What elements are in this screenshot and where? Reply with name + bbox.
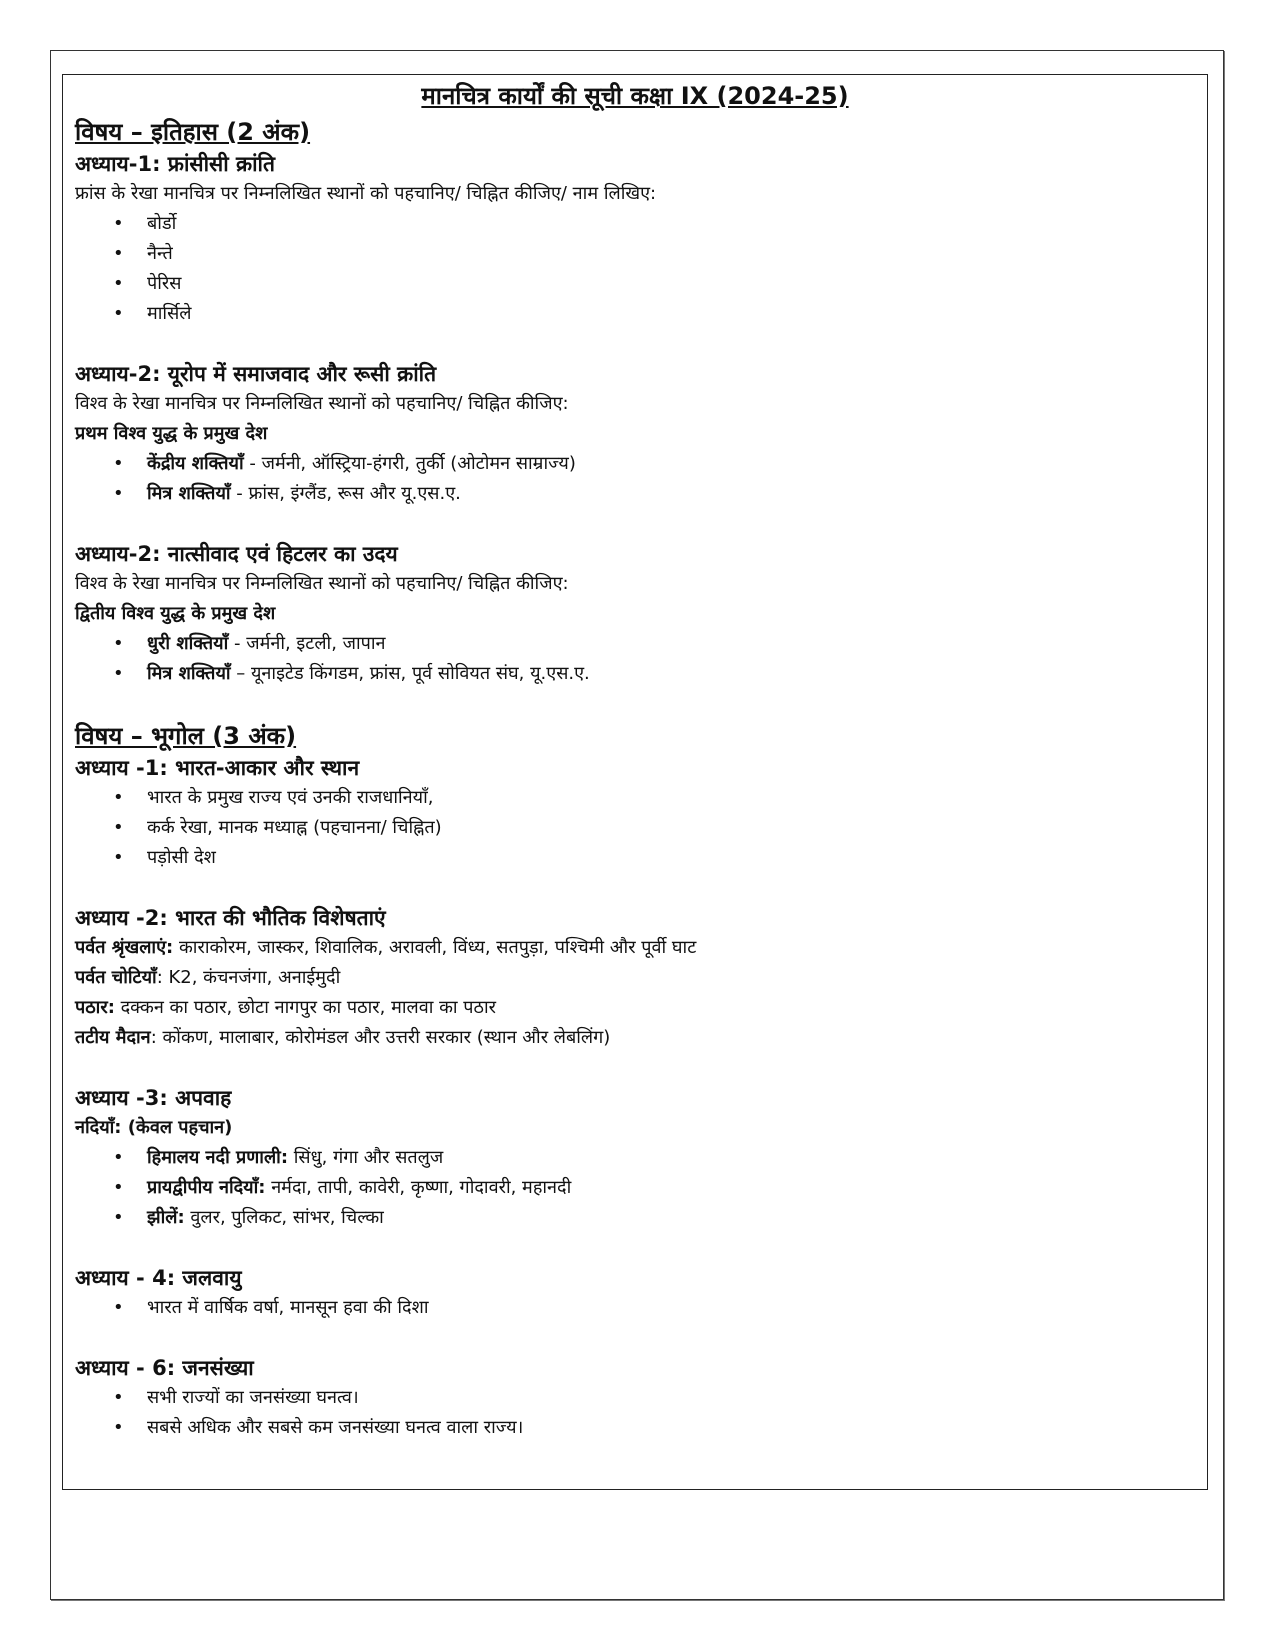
list-item — [147, 479, 1195, 509]
geography-ch4-list — [75, 1293, 1195, 1323]
item-text: - जर्मनी, ऑस्ट्रिया-हंगरी, तुर्की (ओटोमन साम्राज्य) — [243, 453, 576, 474]
history-ch3-intro: विश्व के रेखा मानचित्र पर निम्नलिखित स्थानों को पहचानिए/ चिह्नित कीजिए: — [75, 573, 569, 594]
history-ch3-sub: द्वितीय विश्व युद्ध के प्रमुख देश — [75, 603, 276, 624]
feature-line — [75, 993, 1195, 1023]
list-item: • बोर्डो — [147, 209, 1195, 239]
item-text: वुलर, पुलिकट, सांभर, चिल्का — [184, 1207, 384, 1228]
list-item: • पड़ोसी देश — [147, 843, 1195, 873]
item-text: नर्मदा, तापी, कावेरी, कृष्णा, गोदावरी, महानदी — [265, 1177, 572, 1198]
list-item — [147, 1173, 1195, 1203]
geography-ch3-title: अध्याय -3: अपवाह — [75, 1086, 232, 1110]
geography-ch3-sub: नदियाँ: (केवल पहचान) — [75, 1117, 233, 1138]
feature-text: : K2, कंचनजंगा, अनाईमुदी — [156, 967, 341, 988]
history-ch2-sub: प्रथम विश्व युद्ध के प्रमुख देश — [75, 423, 268, 444]
list-item: • मार्सिले — [147, 299, 1195, 329]
feature-text: : कोंकण, मालाबार, कोरोमंडल और उत्तरी सरकार (स्थान और लेबलिंग) — [150, 1027, 611, 1048]
geography-ch3-list — [75, 1143, 1195, 1233]
list-item: • भारत के प्रमुख राज्य एवं उनकी राजधानियाँ, — [147, 783, 1195, 813]
feature-text: काराकोरम, जास्कर, शिवालिक, अरावली, विंध्य, सतपुड़ा, पश्चिमी और पूर्वी घाट — [173, 937, 697, 958]
item-label: हिमालय नदी प्रणाली: — [147, 1147, 289, 1168]
page-title: मानचित्र कार्यों की सूची कक्षा IX (2024-25) — [421, 82, 849, 110]
item-label: धुरी शक्तियाँ — [147, 633, 229, 654]
history-ch1-title: अध्याय-1: फ्रांसीसी क्रांति — [75, 152, 275, 176]
geography-ch6-title: अध्याय - 6: जनसंख्या — [75, 1356, 254, 1380]
item-label: मित्र शक्तियाँ — [147, 663, 231, 684]
history-heading: विषय – इतिहास (2 अंक) — [75, 118, 311, 146]
list-item: • सभी राज्यों का जनसंख्या घनत्व। — [147, 1383, 1195, 1413]
history-ch2-intro: विश्व के रेखा मानचित्र पर निम्नलिखित स्थानों को पहचानिए/ चिह्नित कीजिए: — [75, 393, 569, 414]
list-item — [147, 659, 1195, 689]
history-ch2-list — [75, 449, 1195, 509]
list-item: • भारत में वार्षिक वर्षा, मानसून हवा की दिशा — [147, 1293, 1195, 1323]
list-item — [147, 629, 1195, 659]
list-item — [147, 449, 1195, 479]
feature-text: दक्कन का पठार, छोटा नागपुर का पठार, मालवा का पठार — [114, 997, 497, 1018]
feature-line — [75, 933, 1195, 963]
feature-line — [75, 963, 1195, 993]
content-box — [62, 74, 1208, 1490]
list-item: • नैन्ते — [147, 239, 1195, 269]
history-ch3-list — [75, 629, 1195, 689]
feature-label: पर्वत श्रृंखलाएं: — [75, 937, 174, 958]
feature-label: तटीय मैदान — [75, 1027, 151, 1048]
history-ch1-list — [75, 209, 1195, 329]
feature-label: पर्वत चोटियाँ — [75, 967, 157, 988]
geography-ch6-list — [75, 1383, 1195, 1443]
geography-heading: विषय – भूगोल (3 अंक) — [75, 722, 297, 750]
list-item: • कर्क रेखा, मानक मध्याह्न (पहचानना/ चिह्नित) — [147, 813, 1195, 843]
geography-ch1-list — [75, 783, 1195, 873]
item-label: केंद्रीय शक्तियाँ — [147, 453, 244, 474]
item-text: - फ्रांस, इंग्लैंड, रूस और यू.एस.ए. — [230, 483, 461, 504]
geography-ch4-title: अध्याय - 4: जलवायु — [75, 1266, 242, 1290]
list-item: • पेरिस — [147, 269, 1195, 299]
item-label: झीलें: — [147, 1207, 185, 1228]
history-ch3-title: अध्याय-2: नात्सीवाद एवं हिटलर का उदय — [75, 542, 398, 566]
item-text: – यूनाइटेड किंगडम, फ्रांस, पूर्व सोवियत संघ, यू.एस.ए. — [230, 663, 590, 684]
item-text: - जर्मनी, इटली, जापान — [228, 633, 386, 654]
history-ch1-intro: फ्रांस के रेखा मानचित्र पर निम्नलिखित स्थानों को पहचानिए/ चिह्नित कीजिए/ नाम लिखिए: — [75, 183, 657, 204]
history-ch2-title: अध्याय-2: यूरोप में समाजवाद और रूसी क्रांति — [75, 362, 437, 386]
feature-label: पठार: — [75, 997, 115, 1018]
list-item — [147, 1143, 1195, 1173]
list-item: • सबसे अधिक और सबसे कम जनसंख्या घनत्व वाला राज्य। — [147, 1413, 1195, 1443]
list-item — [147, 1203, 1195, 1233]
feature-line — [75, 1023, 1195, 1053]
geography-ch2-title: अध्याय -2: भारत की भौतिक विशेषताएं — [75, 906, 386, 930]
geography-ch1-title: अध्याय -1: भारत-आकार और स्थान — [75, 756, 360, 780]
item-label: मित्र शक्तियाँ — [147, 483, 231, 504]
item-text: सिंधु, गंगा और सतलुज — [288, 1147, 444, 1168]
item-label: प्रायद्वीपीय नदियाँ: — [147, 1177, 266, 1198]
